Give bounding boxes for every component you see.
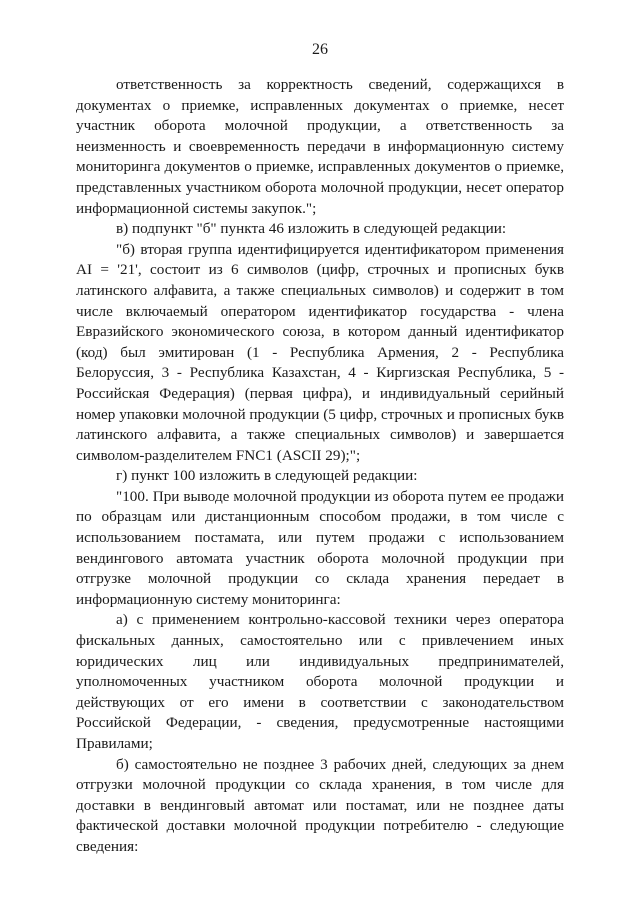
document-body (76, 75, 564, 858)
paragraph-subitem-b-2: б) самостоятельно не позднее 3 рабочих дней, следующих за днем отгрузки молочной продукции со склада хранения, в том числе для доставки в вендинговый автомат или постамат, или не позднее даты фактической доставки молочной продукции потребителю - следующие сведения: (76, 755, 564, 855)
paragraph-point-100: "100. При выводе молочной продукции из оборота путем ее продажи по образцам или дистанционным способом продажи, в том числе с использованием постамата, или путем продажи с использованием вендингового автомата участник оборота молочной продукции при отгрузке молочной продукции со склада хранения передает в информационную систему мониторинга: (76, 487, 564, 608)
paragraph-item-g: г) пункт 100 изложить в следующей редакции: (116, 467, 418, 485)
paragraph-item-v: в) подпункт "б" пункта 46 изложить в следующей редакции: (116, 220, 507, 238)
paragraph-subitem-a: а) с применением контрольно-кассовой техники через оператора фискальных данных, самостоятельно или с привлечением иных юридических лиц или индивидуальных предпринимателей, уполномоченных участником оборота молочной продукции и действующих от его имени в соответствии с законодательством Российской Федерации, - сведения, предусмотренные настоящими Правилами; (76, 611, 564, 752)
paragraph-liability: ответственность за корректность сведений, содержащихся в документах о приемке, исправленных документах о приемке, несет участник оборота молочной продукции, а ответственность за неизменность и своевременность передачи в информационную систему мониторинга документов о приемке, исправленных документов о приемке, представленных участником оборота молочной продукции, несет оператор информационной системы закупок."; (76, 76, 564, 217)
paragraph-subitem-b: "б) вторая группа идентифицируется идентификатором применения AI = '21', состоит из 6 символов (цифр, строчных и прописных букв латинского алфавита, а также специальных символов) и содержит в том числе включаемый оператором идентификатор государства - члена Евразийского экономического союза, в котором данный идентификатор (код) был эмитирован (1 - Республика Армения, 2 - Республика Белоруссия, 3 - Республика Казахстан, 4 - Киргизская Республика, 5 - Российская Федерация) (первая цифра), и индивидуальный серийный номер упаковки молочной продукции (5 цифр, строчных и прописных букв латинского алфавита, а также специальных символов) и завершается символом-разделителем FNC1 (ASCII 29);"; (76, 240, 564, 464)
page-number: 26 (312, 41, 328, 58)
